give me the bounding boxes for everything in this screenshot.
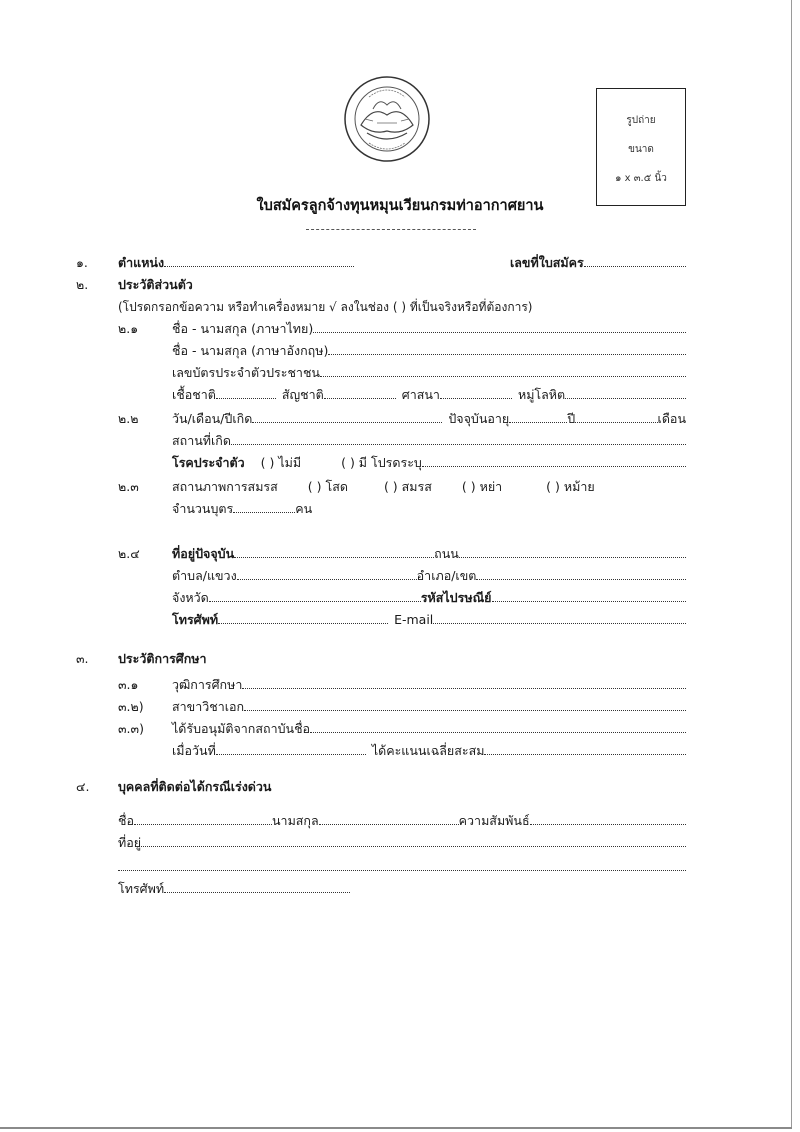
section-2-heading: ประวัติส่วนตัว [118,277,193,292]
emergency-last-name-input[interactable] [319,812,459,825]
emergency-relationship-input[interactable] [530,812,686,825]
graduation-date-input[interactable] [216,742,366,755]
years-label: ปี [567,411,576,426]
education-field[interactable] [172,676,686,694]
photo-size-value: ๑ x ๓.๕ นิ้ว [615,173,667,184]
religion-input[interactable] [440,386,512,399]
position-label: ตำแหน่ง [118,255,165,270]
page-edge-bottom [0,1127,792,1129]
disease-row [172,454,686,472]
id-card-field[interactable] [172,364,686,382]
emergency-first-name-input[interactable] [134,812,272,825]
name-thai-label: ชื่อ - นามสกุล (ภาษาไทย) [172,321,314,336]
ethnicity-row [172,386,686,404]
emergency-last-name-label: นามสกุล [272,813,319,828]
application-number-input[interactable] [584,254,686,267]
province-input[interactable] [209,589,421,602]
emergency-phone-field[interactable] [118,880,350,898]
months-label: เดือน [657,411,686,426]
current-age-label: ปัจจุบันอายุ [448,411,510,426]
gpa-input[interactable] [484,742,686,755]
birth-date-label: วัน/เดือน/ปีเกิด [172,411,253,426]
photo-size-label: ขนาด [628,144,654,155]
section-3-2-number: ๓.๒) [118,699,144,714]
title-underline [306,229,476,230]
province-row [172,589,686,607]
emergency-address-field[interactable] [118,834,686,852]
children-count-label: จำนวนบุตร [172,501,234,516]
application-number-field[interactable] [510,254,686,272]
photo-box [596,88,686,206]
ethnicity-label: เชื้อชาติ [172,387,216,402]
section-4-heading: บุคคลที่ติดต่อได้กรณีเร่งด่วน [118,779,272,794]
section-1-number: ๑. [76,255,88,270]
section-2-instruction: (โปรดกรอกข้อความ หรือทำเครื่องหมาย √ ลงในช่อง ( ) ที่เป็นจริงหรือที่ต้องการ) [118,300,533,314]
emergency-address-input[interactable] [141,834,686,847]
birthplace-input[interactable] [231,432,686,445]
disease-none-checkbox[interactable]: ( ) ไม่มี [260,455,302,470]
current-address-input[interactable] [234,545,434,558]
section-2-1-number: ๒.๑ [118,321,139,336]
phone-label: โทรศัพท์ [172,612,219,627]
marital-status-label: สถานภาพการสมรส [172,479,278,494]
name-thai-field[interactable] [172,320,686,338]
age-months-input[interactable] [575,410,657,423]
marital-married-checkbox[interactable]: ( ) สมรส [383,479,432,494]
blood-type-label: หมู่โลหิต [517,387,566,402]
children-count-input[interactable] [233,500,295,513]
birthplace-field[interactable] [172,432,686,450]
education-input[interactable] [242,676,686,689]
marital-single-checkbox[interactable]: ( ) โสด [307,479,348,494]
emergency-address-line2[interactable] [118,858,686,871]
id-card-input[interactable] [320,364,686,377]
emergency-name-row [118,812,686,830]
email-input[interactable] [433,611,686,624]
birth-date-row [172,410,686,428]
name-english-input[interactable] [328,342,686,355]
gpa-label: ได้คะแนนเฉลี่ยสะสม [371,743,485,758]
name-english-field[interactable] [172,342,686,360]
section-3-heading: ประวัติการศึกษา [118,651,207,666]
nationality-input[interactable] [324,386,396,399]
form-title: ใบสมัครลูกจ้างทุนหมุนเวียนกรมท่าอากาศยาน [256,198,544,214]
address-row [172,545,686,563]
section-2-4-number: ๒.๔ [118,546,140,561]
section-2-number: ๒. [76,277,89,292]
blood-type-input[interactable] [565,386,686,399]
institution-label: ได้รับอนุมัติจากสถาบันชื่อ [172,721,311,736]
birthplace-label: สถานที่เกิด [172,433,231,448]
section-3-3-number: ๓.๓) [118,721,144,736]
postal-code-label: รหัสไปรษณีย์ [420,590,492,605]
road-label: ถนน [434,546,459,561]
section-4-number: ๔. [76,779,90,794]
postal-code-input[interactable] [492,589,687,602]
children-count-field[interactable] [172,500,312,518]
birth-date-input[interactable] [252,410,442,423]
contact-row [172,611,686,629]
section-3-number: ๓. [76,651,89,666]
subdistrict-label: ตำบล/แขวง [172,568,237,583]
district-label: อำเภอ/เขต [416,568,477,583]
graduation-row [172,742,686,760]
name-thai-input[interactable] [313,320,686,333]
emergency-first-name-label: ชื่อ [118,813,134,828]
department-seal-icon [343,75,431,163]
emergency-phone-label: โทรศัพท์ [118,881,165,896]
email-label: E-mail [394,612,434,627]
disease-detail-input[interactable] [422,454,686,467]
id-card-label: เลขบัตรประจำตัวประชาชน [172,365,320,380]
district-input[interactable] [476,567,686,580]
disease-has-checkbox[interactable]: ( ) มี โปรดระบุ [341,455,422,470]
major-field[interactable] [172,698,686,716]
institution-input[interactable] [310,720,686,733]
subdistrict-row [172,567,686,585]
photo-label: รูปถ่าย [626,115,656,126]
section-2-3-number: ๒.๓ [118,479,139,494]
marital-widowed-checkbox[interactable]: ( ) หม้าย [546,479,595,494]
province-label: จังหวัด [172,590,209,605]
subdistrict-input[interactable] [237,567,417,580]
major-label: สาขาวิชาเอก [172,699,245,714]
emergency-address-input-line2[interactable] [118,858,686,871]
position-field[interactable] [118,254,354,272]
name-english-label: ชื่อ - นามสกุล (ภาษาอังกฤษ) [172,343,329,358]
page-edge-right [791,0,792,1128]
age-years-input[interactable] [509,410,567,423]
emergency-phone-input[interactable] [164,880,350,893]
position-input[interactable] [164,254,354,267]
institution-field[interactable] [172,720,686,738]
phone-input[interactable] [218,611,388,624]
religion-label: ศาสนา [401,387,440,402]
section-3-1-number: ๓.๑ [118,677,139,692]
marital-divorced-checkbox[interactable]: ( ) หย่า [461,479,503,494]
graduation-date-label: เมื่อวันที่ [172,743,216,758]
marital-status-row [172,478,686,496]
application-number-label: เลขที่ใบสมัคร [510,255,584,270]
ethnicity-input[interactable] [216,386,276,399]
emergency-address-label: ที่อยู่ [118,835,142,850]
emergency-relationship-label: ความสัมพันธ์ [458,813,530,828]
current-address-label: ที่อยู่ปัจจุบัน [172,546,235,561]
road-input[interactable] [459,545,686,558]
section-2-2-number: ๒.๒ [118,411,139,426]
education-label: วุฒิการศึกษา [172,677,243,692]
nationality-label: สัญชาติ [281,387,324,402]
major-input[interactable] [244,698,686,711]
children-unit-label: คน [295,501,313,516]
disease-label: โรคประจำตัว [172,455,245,470]
